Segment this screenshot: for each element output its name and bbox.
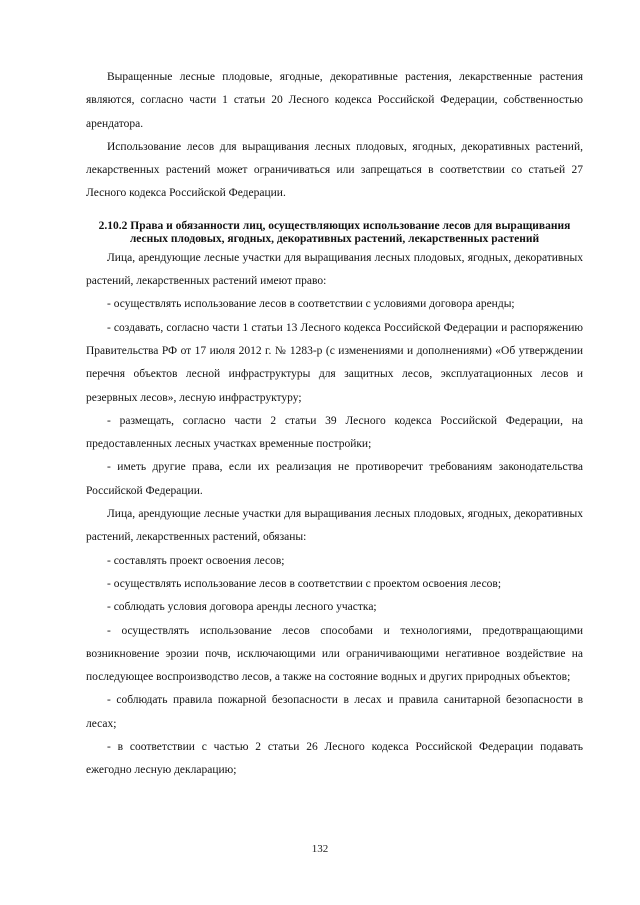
obligations-item: - осуществлять использование лесов способами и технологиями, предотвращающими возникновение эрозии почв, исключающими или ограничивающими негативное воздействие на последующее воспроизводство лесов, а также на состояние водных и других природных объектов; bbox=[86, 624, 583, 684]
section-heading: 2.10.2 Права и обязанности лиц, осуществляющих использование лесов для выращивания лесных плодовых, ягодных, декоративных растений, лекарственных растений bbox=[98, 219, 571, 246]
paragraph-forest-use-restrictions: Использование лесов для выращивания лесных плодовых, ягодных, декоративных растений, лекарственных растений может ограничиваться или запрещаться в соответствии со статьей 27 Лесного кодекса Российской Федерации. bbox=[86, 140, 583, 200]
page-number: 132 bbox=[311, 843, 329, 855]
obligations-item: - соблюдать правила пожарной безопасности в лесах и правила санитарной безопасности в лесах; bbox=[86, 694, 583, 730]
rights-item: - создавать, согласно части 1 статьи 13 Лесного кодекса Российской Федерации и распоряжению Правительства РФ от 17 июля 2012 г. № 1283-р (с изменениями и дополнениями) «Об утверждении перечня объектов лесной инфраструктуры для защитных лесов, эксплуатационных лесов и резервных лесов», лесную инфраструктуру; bbox=[86, 321, 583, 404]
paragraph-harvested-plants-ownership: Выращенные лесные плодовые, ягодные, декоративные растения, лекарственные растения являются, согласно части 1 статьи 20 Лесного кодекса Российской Федерации, собственностью арендатора. bbox=[86, 71, 583, 130]
page-content bbox=[86, 66, 583, 783]
obligations-item: - в соответствии с частью 2 статьи 26 Лесного кодекса Российской Федерации подавать ежегодно лесную декларацию; bbox=[86, 741, 583, 777]
rights-item: - размещать, согласно части 2 статьи 39 Лесного кодекса Российской Федерации, на предоставленных лесных участках временные постройки; bbox=[86, 414, 583, 451]
obligations-item: - соблюдать условия договора аренды лесного участка; bbox=[107, 601, 377, 614]
rights-item: - иметь другие права, если их реализация не противоречит требованиям законодательства Российской Федерации. bbox=[86, 461, 583, 497]
obligations-item: - составлять проект освоения лесов; bbox=[107, 554, 285, 567]
obligations-intro: Лица, арендующие лесные участки для выращивания лесных плодовых, ягодных, декоративных растений, лекарственных растений, обязаны: bbox=[86, 508, 583, 544]
rights-intro: Лица, арендующие лесные участки для выращивания лесных плодовых, ягодных, декоративных растений, лекарственных растений имеют право: bbox=[86, 251, 583, 288]
obligations-item: - осуществлять использование лесов в соответствии с проектом освоения лесов; bbox=[107, 577, 502, 590]
rights-item: - осуществлять использование лесов в соответствии с условиями договора аренды; bbox=[107, 298, 515, 311]
